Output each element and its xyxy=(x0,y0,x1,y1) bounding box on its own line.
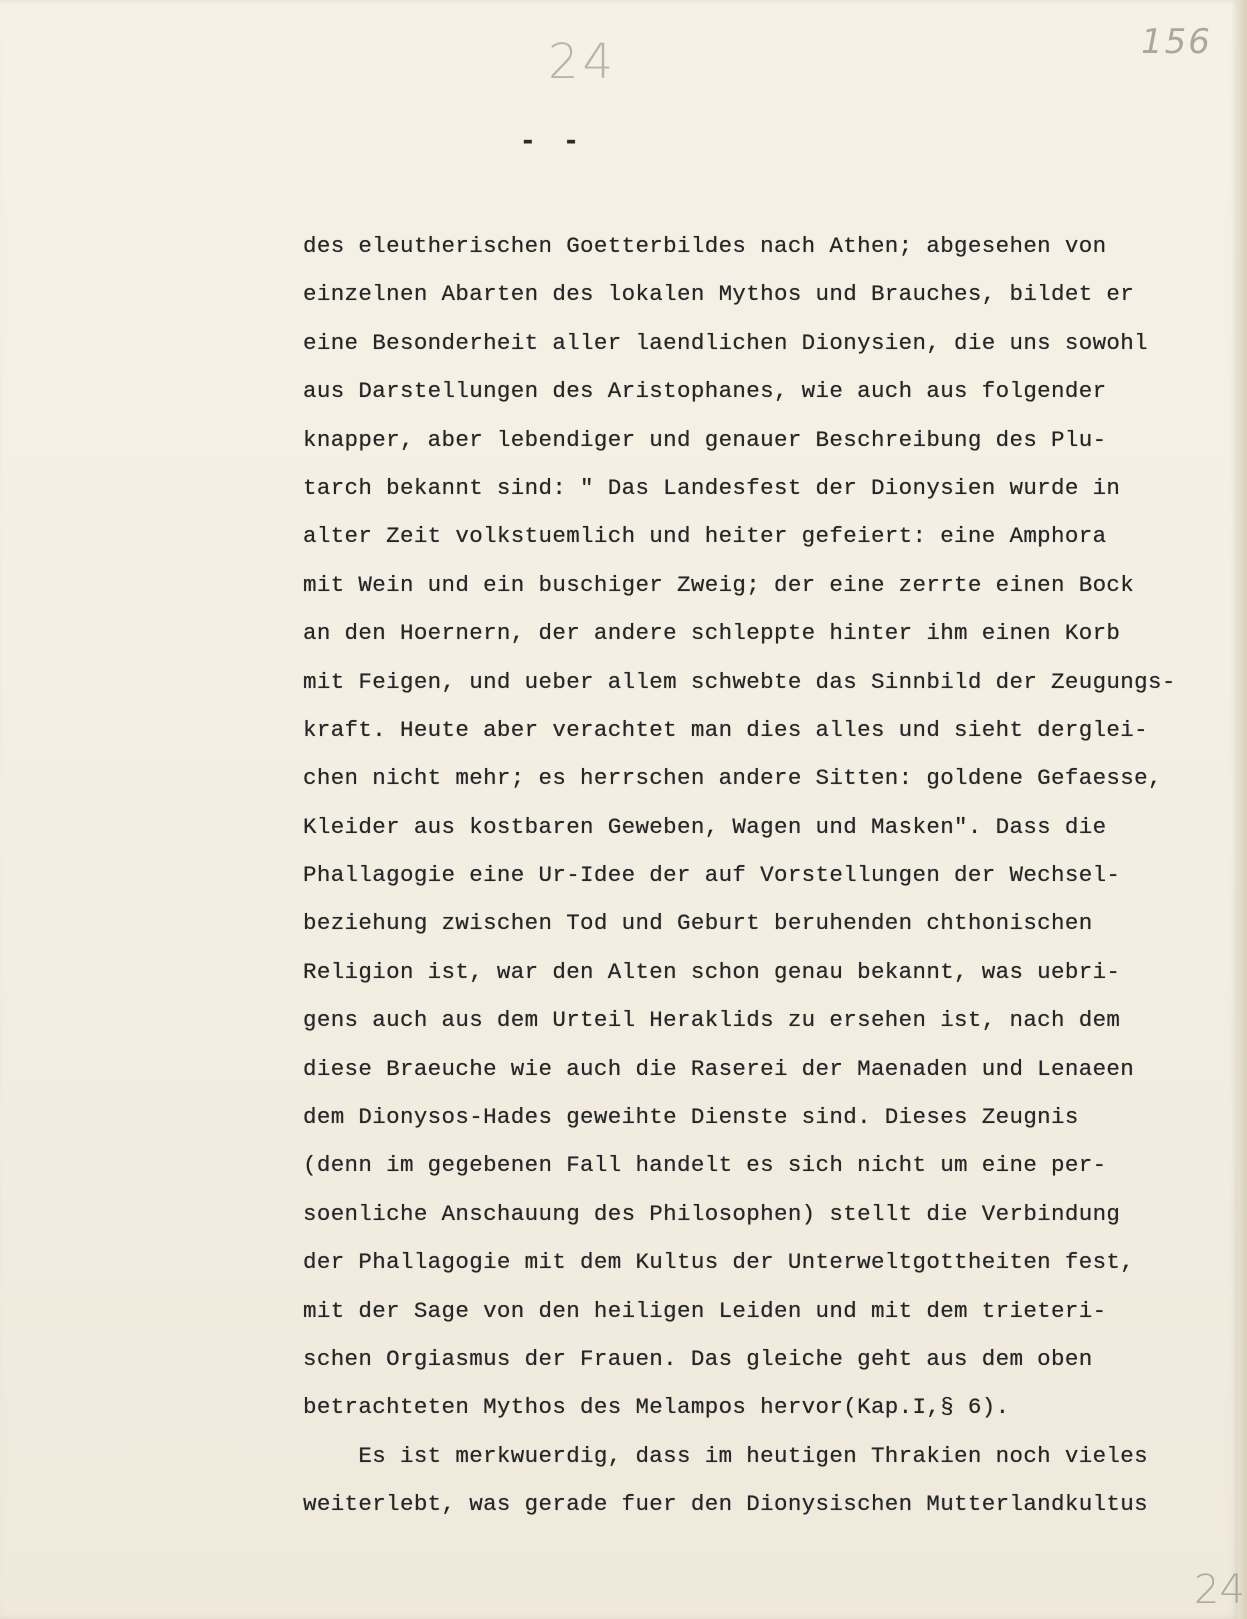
pencil-page-number: 24 xyxy=(548,34,618,90)
text-line: einzelnen Abarten des lokalen Mythos und Brauches, bildet er xyxy=(303,281,1135,308)
text-line: dem Dionysos-Hades geweihte Dienste sind. Dieses Zeugnis xyxy=(303,1104,1079,1131)
text-line: chen nicht mehr; es herrschen andere Sitten: goldene Gefaesse, xyxy=(303,765,1162,792)
page-edge xyxy=(1238,0,1247,1619)
text-line: kraft. Heute aber verachtet man dies alles und sieht derglei- xyxy=(303,716,1148,743)
folio-number: 156 xyxy=(1141,22,1212,62)
typewritten-body xyxy=(303,222,1203,1529)
text-line: beziehung zwischen Tod und Geburt beruhenden chthonischen xyxy=(303,910,1093,937)
text-line: mit der Sage von den heiligen Leiden und mit dem trieteri- xyxy=(303,1297,1107,1324)
text-line: des eleutherischen Goetterbildes nach Athen; abgesehen von xyxy=(303,233,1107,259)
text-line: betrachteten Mythos des Melampos hervor(Kap.I,§ 6). xyxy=(303,1394,1010,1421)
text-line: tarch bekannt sind: " Das Landesfest der Dionysien wurde in xyxy=(303,474,1121,501)
text-line: an den Hoernern, der andere schleppte hinter ihm einen Korb xyxy=(303,620,1121,647)
text-line: gens auch aus dem Urteil Heraklids zu ersehen ist, nach dem xyxy=(303,1007,1121,1034)
text-line: Es ist merkwuerdig, dass im heutigen Thrakien noch vieles xyxy=(303,1442,1148,1469)
text-line: Religion ist, war den Alten schon genau bekannt, was uebri- xyxy=(303,958,1121,985)
text-line: aus Darstellungen des Aristophanes, wie auch aus folgender xyxy=(303,378,1107,405)
text-line: schen Orgiasmus der Frauen. Das gleiche geht aus dem oben xyxy=(303,1345,1093,1372)
text-line: weiterlebt, was gerade fuer den Dionysischen Mutterlandkultus xyxy=(303,1491,1148,1518)
corner-page-number: 24 xyxy=(1194,1567,1245,1613)
text-line: Phallagogie eine Ur-Idee der auf Vorstellungen der Wechsel- xyxy=(303,862,1121,889)
text-line: mit Wein und ein buschiger Zweig; der eine zerrte einen Bock xyxy=(303,571,1135,598)
text-line: (denn im gegebenen Fall handelt es sich nicht um eine per- xyxy=(303,1152,1107,1179)
text-line: diese Braeuche wie auch die Raserei der Maenaden und Lenaeen xyxy=(303,1055,1135,1082)
text-line: mit Feigen, und ueber allem schwebte das Sinnbild der Zeugungs- xyxy=(303,668,1176,695)
text-line: Kleider aus kostbaren Geweben, Wagen und Masken". Dass die xyxy=(303,813,1107,840)
text-line: soenliche Anschauung des Philosophen) stellt die Verbindung xyxy=(303,1200,1121,1227)
text-line: der Phallagogie mit dem Kultus der Unterweltgottheiten fest, xyxy=(303,1249,1135,1276)
running-head: - - xyxy=(520,126,585,156)
text-line: knapper, aber lebendiger und genauer Beschreibung des Plu- xyxy=(303,426,1107,453)
text-line: alter Zeit volkstuemlich und heiter gefeiert: eine Amphora xyxy=(303,523,1107,550)
text-line: eine Besonderheit aller laendlichen Dionysien, die uns sowohl xyxy=(303,329,1148,356)
